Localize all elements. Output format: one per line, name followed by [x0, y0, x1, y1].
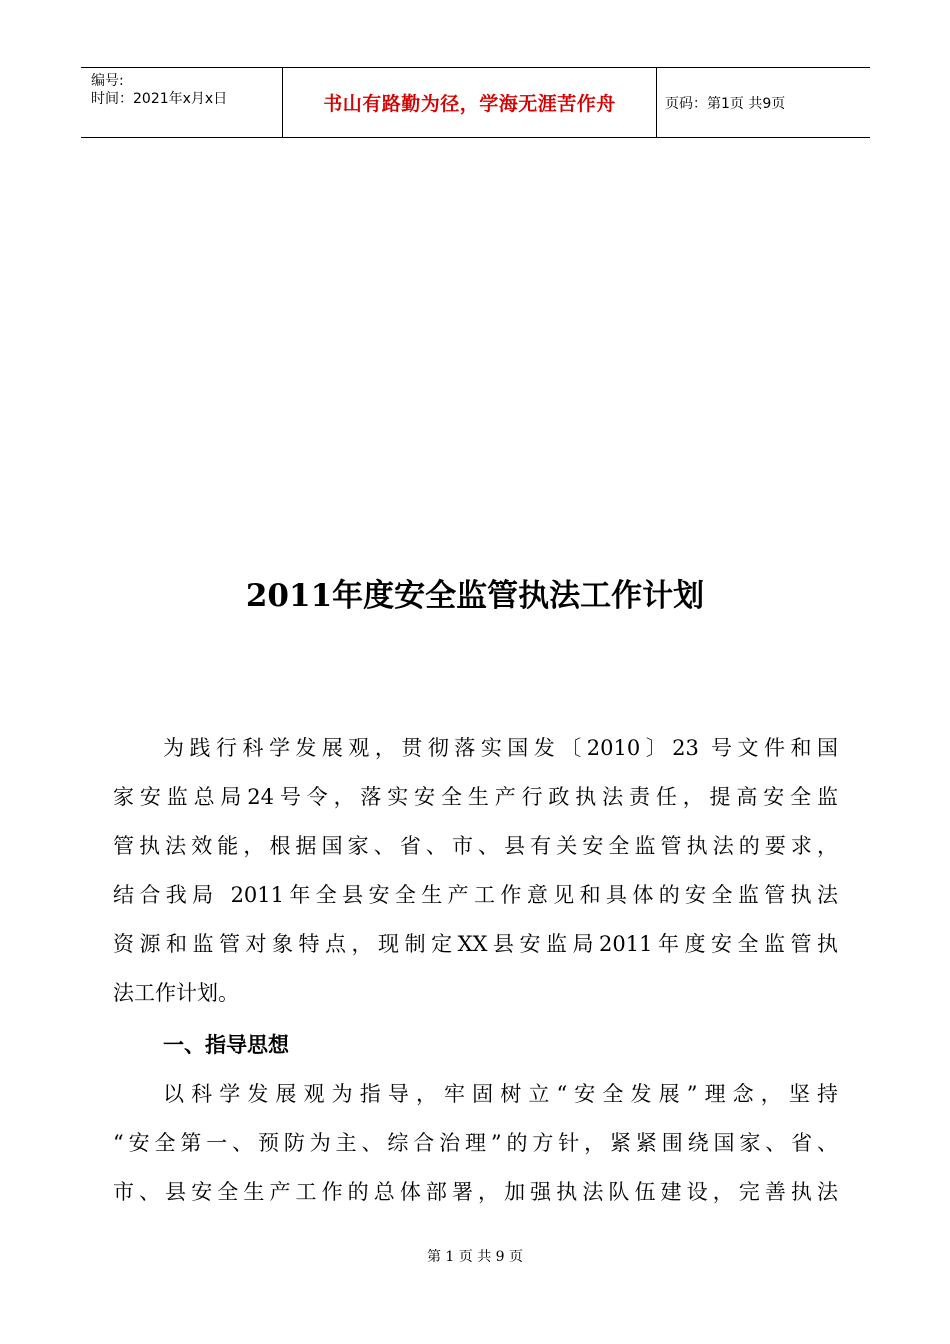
page-header	[81, 67, 870, 138]
section-heading: 一、指导思想	[163, 1033, 289, 1057]
intro-paragraph	[113, 724, 838, 1018]
paragraph-line: 市、县安全生产工作的总体部署，加强执法队伍建设，完善执法	[113, 1180, 838, 1204]
header-motto	[282, 68, 657, 137]
page-footer: 第 1 页 共 9 页	[426, 1249, 524, 1265]
header-meta	[81, 68, 281, 137]
motto-text: 书山有路勤为径，学海无涯苦作舟	[323, 93, 616, 115]
paragraph-line: “安全第一、预防为主、综合治理”的方针，紧紧围绕国家、省、	[113, 1131, 838, 1155]
paragraph-line: 管执法效能，根据国家、省、市、县有关安全监管执法的要求，	[113, 834, 838, 858]
paragraph-line: 家安监总局24号令，落实安全生产行政执法责任，提高安全监	[113, 785, 838, 809]
doc-number-label: 编号:	[91, 73, 124, 89]
paragraph-line: 为践行科学发展观，贯彻落实国发〔2010〕23 号文件和国	[163, 736, 838, 760]
paragraph-line: 以科学发展观为指导，牢固树立“安全发展”理念，坚持	[163, 1082, 838, 1106]
document-title: 2011年度安全监管执法工作计划	[245, 578, 705, 614]
section1-paragraph	[113, 1070, 838, 1217]
paragraph-line: 结合我局 2011年全县安全生产工作意见和具体的安全监管执法	[113, 883, 838, 907]
header-page-info: 页码：第1页 共9页	[665, 95, 786, 112]
paragraph-line: 资源和监管对象特点，现制定XX县安监局2011年度安全监管执	[113, 932, 838, 956]
doc-time-label: 时间：2021年x月x日	[91, 91, 228, 107]
paragraph-line: 法工作计划。	[113, 981, 239, 1005]
